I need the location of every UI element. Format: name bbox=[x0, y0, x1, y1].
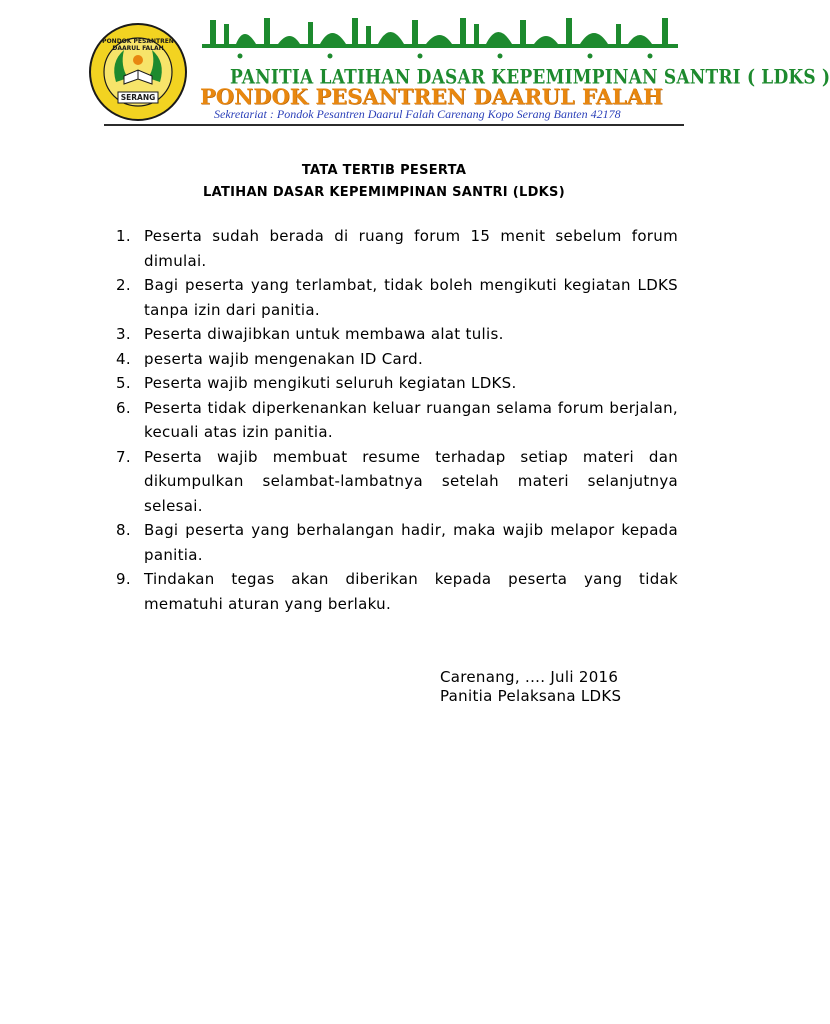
list-item bbox=[110, 567, 678, 616]
rule-number: 5. bbox=[116, 374, 131, 392]
rule-number: 2. bbox=[116, 276, 131, 294]
secretariat-address: Sekretariat : Pondok Pesantren Daarul Falah Carenang Kopo Serang Banten 42178 bbox=[214, 107, 621, 121]
document-subtitle: LATIHAN DASAR KEPEMIMPINAN SANTRI (LDKS) bbox=[203, 185, 565, 200]
logo-city: SERANG bbox=[120, 93, 156, 102]
institution-name: PONDOK PESANTREN DAARUL FALAH bbox=[200, 84, 663, 109]
rule-number: 4. bbox=[116, 349, 131, 368]
committee-name: PANITIA LATIHAN DASAR KEPEMIMPINAN SANTRI ( LDKS ) bbox=[230, 66, 830, 89]
list-item bbox=[110, 224, 678, 273]
list-item bbox=[110, 322, 678, 347]
list-item bbox=[110, 273, 678, 322]
rule-number: 3. bbox=[116, 325, 131, 343]
arabic-calligraphy-banner bbox=[200, 14, 680, 64]
logo-text-layer bbox=[88, 22, 188, 122]
document-title: TATA TERTIB PESERTA bbox=[301, 163, 467, 178]
rule-number: 9. bbox=[116, 570, 131, 588]
letterhead-divider bbox=[104, 124, 684, 126]
list-item bbox=[110, 518, 678, 567]
rule-text: peserta wajib mengenakan ID Card. bbox=[144, 349, 424, 368]
rule-text: Tindakan tegas akan diberikan kepada peserta yang tidak mematuhi aturan yang berlaku. bbox=[144, 570, 678, 613]
logo-ring-text: PONDOK PESANTREN DAARUL FALAH bbox=[102, 38, 174, 52]
rule-text: Bagi peserta yang terlambat, tidak boleh mengikuti kegiatan LDKS tanpa izin dari panitia. bbox=[144, 276, 678, 319]
rule-text: Bagi peserta yang berhalangan hadir, maka wajib melapor kepada panitia. bbox=[144, 521, 678, 564]
rule-text: Peserta sudah berada di ruang forum 15 menit sebelum forum dimulai. bbox=[144, 227, 678, 270]
list-item bbox=[110, 347, 678, 372]
rule-number: 8. bbox=[116, 521, 131, 539]
rule-text: Peserta wajib membuat resume terhadap setiap materi dan dikumpulkan selambat-lambatnya setelah materi selanjutnya selesai. bbox=[144, 447, 678, 515]
list-item bbox=[110, 445, 678, 519]
signatory: Panitia Pelaksana LDKS bbox=[440, 687, 622, 705]
letterhead bbox=[0, 0, 830, 130]
rule-number: 6. bbox=[116, 398, 131, 417]
place-date: Carenang, .... Juli 2016 bbox=[440, 668, 619, 686]
signature-block bbox=[440, 668, 621, 706]
rules-list bbox=[110, 224, 678, 616]
rule-text: Peserta wajib mengikuti seluruh kegiatan LDKS. bbox=[144, 374, 517, 392]
rule-number: 1. bbox=[116, 227, 131, 245]
list-item bbox=[110, 371, 678, 396]
list-item bbox=[110, 396, 678, 445]
rule-number: 7. bbox=[116, 447, 131, 466]
rule-text: Peserta diwajibkan untuk membawa alat tulis. bbox=[144, 325, 504, 343]
rule-text: Peserta tidak diperkenankan keluar ruangan selama forum berjalan, kecuali atas izin panitia. bbox=[144, 398, 678, 441]
